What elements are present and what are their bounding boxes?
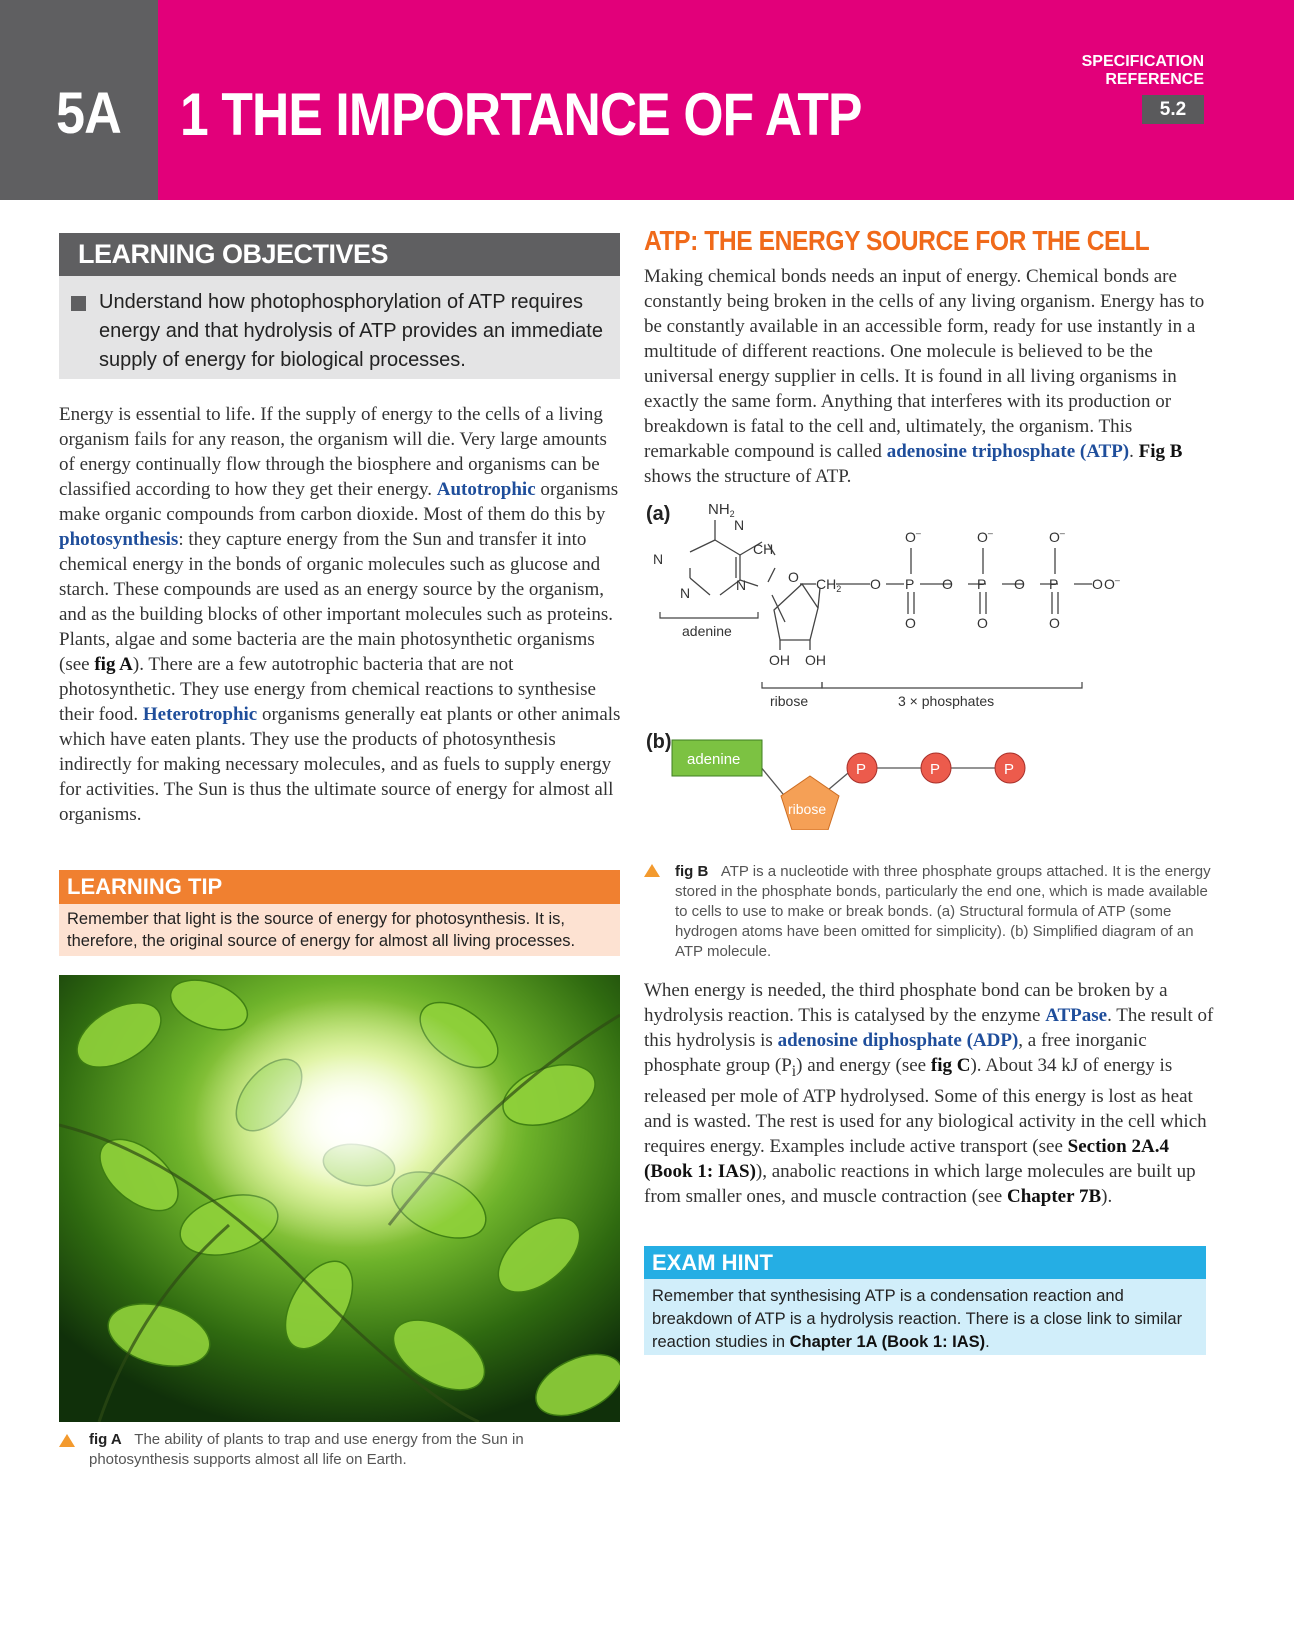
fig-b-label: fig B	[675, 863, 709, 880]
adenine-block-label: adenine	[687, 751, 741, 768]
svg-text:O–: O–	[977, 528, 993, 545]
phosphate-2-label: P	[930, 761, 941, 778]
svg-text:OH: OH	[769, 652, 790, 668]
leaves-photo-illustration	[59, 975, 620, 1422]
fig-a-label: fig A	[89, 1431, 122, 1448]
adenine-ring-bonds	[690, 520, 1092, 650]
svg-text:O: O	[1092, 576, 1103, 592]
svg-text:OH: OH	[805, 652, 826, 668]
intro-paragraph: Energy is essential to life. If the supply of energy to the cells of a living organism fails for any reason, the organism will die. Very large amounts of energy continually flow through the biosphere and organisms can be classified according to how they get their energy. Autotrophic organisms make organic compounds from carbon dioxide. Most of them do this by photosynthesis: they capture energy from the Sun and transfer it into chemical energy in the bonds of organic molecules such as glucose and starch. These compounds are used as an energy source by the organism, and as the building blocks of other important molecules such as proteins. Plants, algae and some bacteria are the main photosynthetic organisms (see fig A). There are a few autotrophic bacteria that are not photosynthetic. They use energy from chemical reactions to synthesise their food. Heterotrophic organisms generally eat plants or other animals which have eaten plants. They use the products of photosynthesis indirectly for making necessary molecules, and as fuels to supply energy for activities. The Sun is thus the ultimate source of energy for almost all organisms.	[59, 404, 621, 825]
subscript-i: i	[791, 1062, 797, 1080]
ribose-pentagon-label: ribose	[788, 801, 827, 817]
svg-text:O: O	[870, 576, 881, 592]
exam-hint-text: Remember that synthesising ATP is a condensation reaction and breakdown of ATP is a hydrolysis reaction. There is a close link to similar reaction studies in Chapter 1A (Book 1: IAS).	[644, 1279, 1206, 1355]
phosphate-1-label: P	[856, 761, 867, 778]
key-term-heterotrophic: Heterotrophic	[142, 704, 258, 725]
phosphate-3-label: P	[1004, 761, 1015, 778]
svg-text:O: O	[1049, 615, 1060, 631]
svg-text:O: O	[905, 615, 916, 631]
leaves-sunlight-photo	[59, 975, 620, 1422]
ribose-label: ribose	[770, 693, 809, 709]
key-term-autotrophic: Autotrophic	[436, 479, 536, 500]
learning-objective-item: Understand how photophosphorylation of ATP requires energy and that hydrolysis of ATP provides an immediate supply of energy for biological processes.	[99, 291, 603, 371]
fig-a-caption	[89, 1430, 589, 1470]
adenine-label: adenine	[682, 623, 732, 639]
svg-text:P: P	[905, 576, 915, 592]
learning-tip-text: Remember that light is the source of energy for photosynthesis. It is, therefore, the original source of energy for almost all living processes.	[59, 904, 620, 956]
fig-a-caption-text: The ability of plants to trap and use energy from the Sun in photosynthesis supports almost all life on Earth.	[89, 1431, 524, 1468]
atp-structure-diagram	[640, 500, 1260, 830]
phosphates-label: 3 × phosphates	[898, 693, 995, 709]
svg-text:O: O	[1014, 576, 1025, 592]
ref-section-2a4: Section 2A.4 (Book 1: IAS)	[644, 1135, 1169, 1182]
ref-chapter-7b: Chapter 7B	[1007, 1185, 1102, 1207]
spec-label-line2: REFERENCE	[1105, 71, 1204, 88]
ref-fig-a: fig A	[94, 654, 133, 675]
section-heading: ATP: THE ENERGY SOURCE FOR THE CELL	[644, 225, 1150, 256]
learning-tip-heading: LEARNING TIP	[59, 870, 620, 904]
svg-text:O: O	[942, 576, 953, 592]
part-a-label: (a)	[646, 503, 671, 525]
page-title: 1 THE IMPORTANCE OF ATP	[180, 81, 862, 148]
key-term-photosynthesis: photosynthesis	[59, 529, 179, 550]
atp-paragraph: Making chemical bonds needs an input of energy. Chemical bonds are constantly being broken in the cells of any living organism. Energy has to be constantly available in an accessible form, ready for use instantly in a multitude of different reactions. One molecule is believed to be the universal energy supplier in cells. It is found in all living organisms in exactly the same form. Anything that interferes with its production or breakdown is fatal to the cell and, ultimately, the organism. This remarkable compound is called adenosine triphosphate (ATP). Fig B shows the structure of ATP.	[644, 266, 1205, 487]
svg-text:O–: O–	[1049, 528, 1065, 545]
svg-text:O: O	[788, 569, 799, 585]
key-term-atp: adenosine triphosphate (ATP)	[886, 441, 1130, 462]
svg-text:N: N	[736, 577, 747, 593]
svg-text:O–: O–	[1104, 575, 1120, 592]
svg-text:N: N	[680, 585, 691, 601]
caption-triangle-icon	[59, 1434, 75, 1447]
phosphate-circles	[847, 753, 1025, 783]
svg-text:CH2: $CH_2$	[816, 576, 842, 594]
svg-text:O: O	[977, 615, 988, 631]
learning-objectives-box	[59, 276, 620, 379]
caption-triangle-icon	[644, 864, 660, 877]
ref-chapter-1a: Chapter 1A (Book 1: IAS)	[789, 1333, 986, 1351]
ref-fig-b: Fig B	[1138, 441, 1183, 462]
part-b-label: (b)	[646, 731, 672, 753]
svg-text:CH: CH	[753, 541, 774, 557]
svg-text:O–: O–	[905, 528, 921, 545]
hydrolysis-paragraph: When energy is needed, the third phosphate bond can be broken by a hydrolysis reaction. This is catalysed by the enzyme ATPase. The result of this hydrolysis is adenosine diphosphate (ADP), a free inorganic phosphate group $(P_i)$ and energy (see fig C). About 34 kJ of energy is released per mole of ATP hydrolysed. Some of this energy is lost as heat and is wasted. The rest is used for any biological activity in the cell which requires energy. Examples include active transport (see Section 2A.4 (Book 1: IAS)), anabolic reactions in which large molecules are built up from smaller ones, and muscle contraction (see Chapter 7B).	[644, 980, 1214, 1207]
fig-b-caption-text: ATP is a nucleotide with three phosphate groups attached. It is the energy stored in the phosphate bonds, particularly the end one, which is made available to cells to use to make or break bonds. (a) Structural formula of ATP (some hydrogen atoms have been omitted for simplicity). (b) Simplified diagram of an ATP molecule.	[675, 863, 1211, 960]
svg-text:N: N	[734, 517, 745, 533]
fig-b-caption	[675, 862, 1215, 962]
spec-label-line1: SPECIFICATION	[1081, 53, 1204, 70]
svg-text:N: N	[653, 551, 664, 567]
key-term-atpase: ATPase	[1045, 1005, 1108, 1026]
amino-group-label: $NH_2$	[708, 501, 735, 519]
ref-fig-c: fig C	[930, 1055, 971, 1076]
spec-reference-label	[1044, 53, 1204, 89]
svg-text:P: P	[977, 576, 987, 592]
svg-text:P: P	[1049, 576, 1059, 592]
key-term-adp: adenosine diphosphate (ADP)	[777, 1030, 1019, 1051]
spec-reference-number: 5.2	[1142, 95, 1204, 124]
learning-objectives-heading: LEARNING OBJECTIVES	[59, 233, 620, 276]
chapter-number: 5A	[56, 81, 121, 146]
exam-hint-heading: EXAM HINT	[644, 1246, 1206, 1279]
bullet-square-icon	[71, 296, 86, 311]
